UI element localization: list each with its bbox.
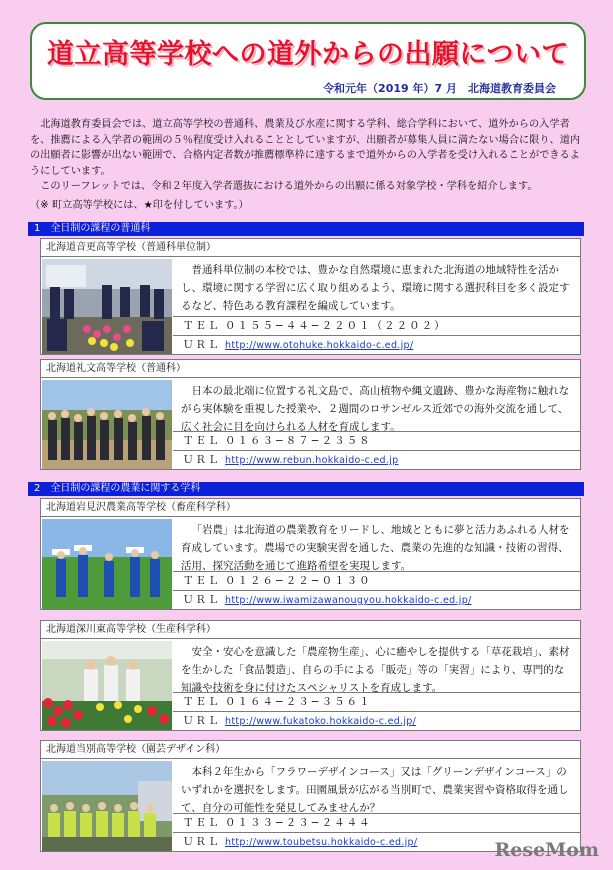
section-header-1: 1 全日制の課程の普通科 [28,222,584,236]
school-description: 安全・安心を意識した「農産物生産」、心に癒やしを提供する「草花栽培」、素材を生かした「食品製造」、自らの手による「販売」等の「実習」により、専門的な知識や技術を身に付けたスペシャリストを育成します。 [181,646,570,694]
school-url-link[interactable]: http://www.fukatoko.hokkaido-c.ed.jp/ [225,716,417,727]
school-card-toubetsu [40,740,581,852]
school-name: 北海道岩見沢農業高等学校（畜産科学科） [41,499,580,517]
tel-label: ＴＥＬ [183,696,221,708]
school-photo [42,641,172,730]
school-url-link[interactable]: http://www.iwamizawanougyou.hokkaido-c.ed.jp/ [225,595,472,606]
tel-row [173,316,580,335]
school-url-link[interactable]: http://www.rebun.hokkaido-c.ed.jp [225,455,399,466]
school-description: 日本の最北端に位置する礼文島で、高山植物や縄文遺跡、豊かな海産物に触れながら実体験を重視した授業や、２週間のロサンゼルス近郊での海外交流を通して、広く社会に目を向けられる人材を育成します。 [181,385,570,433]
tel-label: ＴＥＬ [183,435,221,447]
tel-row [173,692,580,711]
school-card-fukagawa-higashi [40,620,581,731]
section-header-2: 2 全日制の課程の農業に関する学科 [28,482,584,496]
url-label: ＵＲＬ [183,594,221,606]
school-card-rebun [40,359,581,470]
title-box [30,22,586,100]
url-row [173,711,580,730]
url-row [173,450,580,469]
tel-row [173,571,580,590]
tel-row [173,813,580,832]
tel-number: ０１３３−２３−２４４４ [225,817,372,829]
school-photo [42,519,172,609]
school-name: 北海道礼文高等学校（普通科） [41,360,580,378]
school-card-otofuke [40,238,581,355]
resemom-watermark-logo: ReseMom [494,839,599,861]
page-title: 道立高等学校への道外からの出願について [47,39,569,70]
url-label: ＵＲＬ [183,836,221,848]
tel-label: ＴＥＬ [183,320,221,332]
tel-label: ＴＥＬ [183,817,221,829]
intro-paragraph-2: このリーフレットでは、令和２年度入学者選抜における道外からの出願に係る対象学校・学科を紹介します。 [40,181,538,192]
school-name: 北海道音更高等学校（普通科単位制） [41,239,580,257]
school-card-iwamizawa [40,498,581,610]
tel-number: ０１２６−２２−０１３０ [225,575,372,587]
url-label: ＵＲＬ [183,339,221,351]
issuer-date: 令和元年（2019 年）7 月 北海道教育委員会 [323,82,556,95]
school-photo [42,761,172,851]
tel-number: ０１５５−４４−２２０１（２２０２） [225,320,447,332]
school-url-link[interactable]: http://www.toubetsu.hokkaido-c.ed.jp/ [225,837,418,848]
school-photo [42,259,172,354]
tel-row [173,431,580,450]
tel-number: ０１６４−２３−３５６１ [225,696,372,708]
intro-text [30,117,586,195]
url-label: ＵＲＬ [183,715,221,727]
school-name: 北海道当別高等学校（園芸デザイン科） [41,741,580,759]
url-row [173,590,580,609]
tel-label: ＴＥＬ [183,575,221,587]
tel-number: ０１６３−８７−２３５８ [225,435,372,447]
school-url-link[interactable]: http://www.otohuke.hokkaido-c.ed.jp/ [225,340,414,351]
school-description: 本科２年生から「フラワーデザインコース」又は「グリーンデザインコース」のいずれかを選択をします。田園風景が広がる当別町で、農業実習や資格取得を通して、自分の可能性を発見してみませんか？ [181,766,569,814]
school-description: 普通科単位制の本校では、豊かな自然環境に恵まれた北海道の地域特性を活かし、環境に関する学習に広く取り組めるよう、環境に関する選択科目を多く設定するなど、特色ある教育課程を編成しています。 [181,264,570,312]
school-name: 北海道深川東高等学校（生産科学科） [41,621,580,639]
url-row [173,335,580,354]
school-photo [42,380,172,469]
intro-note: （※ 町立高等学校には、★印を付しています。） [30,200,249,211]
intro-paragraph-1: 北海道教育委員会では、道立高等学校の普通科、農業及び水産に関する学科、総合学科において、道外からの入学者を、推薦による入学者の範囲の５％程度受け入れることとしていますが、出願者が募集人員に満たない場合に限り、道内の出願者に影響が出ない範囲で、合格内定者数が推薦標準枠に達するまで道外からの入学者を受け入れることができるようにしています。 [30,119,581,177]
school-description: 「岩農」は北海道の農業教育をリードし、地域とともに夢と活力あふれる人材を育成しています。農場での実験実習を通した、農業の先進的な知識・技術の習得、活用、探究活動を通じて進路希望を実現します。 [181,524,570,572]
url-label: ＵＲＬ [183,454,221,466]
